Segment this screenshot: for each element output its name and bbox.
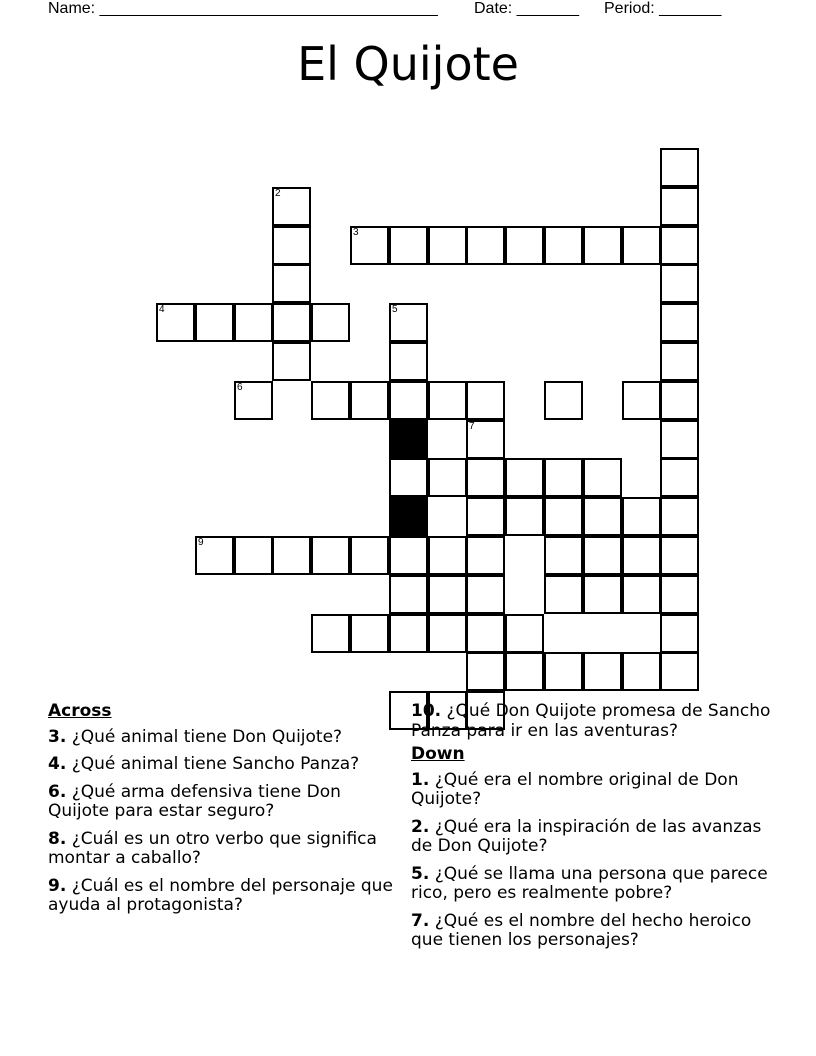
crossword-cell[interactable]	[583, 652, 622, 691]
crossword-cell[interactable]	[505, 458, 544, 497]
period-field[interactable]: Period: _______	[604, 0, 722, 17]
crossword-cell[interactable]	[156, 303, 195, 342]
crossword-cell[interactable]	[544, 497, 583, 536]
crossword-cell[interactable]	[389, 614, 428, 653]
crossword-cell[interactable]	[428, 458, 467, 497]
name-field[interactable]: Name: ______________________________________	[48, 0, 438, 17]
crossword-cell[interactable]	[466, 536, 505, 575]
crossword-cell[interactable]	[311, 614, 350, 653]
crossword-cell[interactable]	[544, 575, 583, 614]
crossword-cell[interactable]	[428, 575, 467, 614]
crossword-cell[interactable]	[544, 458, 583, 497]
clue-number: 6.	[48, 781, 67, 802]
across-clue	[48, 728, 393, 748]
across-clue	[48, 877, 393, 916]
crossword-cell[interactable]	[660, 342, 699, 381]
crossword-cell[interactable]	[234, 303, 273, 342]
crossword-cell[interactable]	[583, 575, 622, 614]
down-clue	[411, 771, 771, 810]
crossword-cell[interactable]	[466, 497, 505, 536]
crossword-cell[interactable]	[660, 226, 699, 265]
crossword-cell[interactable]	[350, 536, 389, 575]
crossword-cell[interactable]	[311, 381, 350, 420]
crossword-cell[interactable]	[272, 536, 311, 575]
across-clue	[48, 783, 393, 822]
clue-text: ¿Qué arma defensiva tiene Don Quijote para estar seguro?	[48, 781, 341, 821]
clue-number-label: 6	[237, 382, 243, 393]
crossword-cell[interactable]	[583, 536, 622, 575]
crossword-black-cell	[389, 497, 428, 536]
crossword-cell[interactable]	[660, 148, 699, 187]
crossword-cell[interactable]	[389, 342, 428, 381]
crossword-cell[interactable]	[389, 381, 428, 420]
clue-number: 3.	[48, 726, 67, 747]
down-clue	[411, 865, 771, 904]
page-title: El Quijote	[297, 37, 519, 91]
crossword-cell[interactable]	[660, 187, 699, 226]
clue-text: ¿Qué Don Quijote promesa de Sancho Panza para ir en las aventuras?	[411, 701, 771, 741]
crossword-cell[interactable]	[544, 652, 583, 691]
crossword-cell[interactable]	[660, 652, 699, 691]
crossword-cell[interactable]	[622, 497, 661, 536]
crossword-cell[interactable]	[660, 614, 699, 653]
crossword-cell[interactable]	[389, 226, 428, 265]
crossword-black-cell	[389, 420, 428, 459]
crossword-cell[interactable]	[505, 226, 544, 265]
clue-number: 2.	[411, 816, 430, 837]
clue-number: 4.	[48, 754, 67, 774]
crossword-cell[interactable]	[660, 264, 699, 303]
crossword-cell[interactable]	[660, 575, 699, 614]
crossword-cell[interactable]	[544, 226, 583, 265]
crossword-cell[interactable]	[311, 303, 350, 342]
clue-text: ¿Qué se llama una persona que parece rico, pero es realmente pobre?	[411, 863, 768, 903]
crossword-cell[interactable]	[272, 264, 311, 303]
clue-number: 7.	[411, 910, 430, 931]
clue-number-label: 7	[469, 421, 475, 432]
crossword-cell[interactable]	[466, 575, 505, 614]
crossword-cell[interactable]	[660, 420, 699, 459]
clue-number: 10.	[411, 701, 442, 721]
crossword-cell[interactable]	[350, 226, 389, 265]
crossword-cell[interactable]	[195, 303, 234, 342]
crossword-cell[interactable]	[466, 420, 505, 459]
crossword-cell[interactable]	[389, 536, 428, 575]
crossword-cell[interactable]	[505, 497, 544, 536]
clue-text: ¿Qué era la inspiración de las avanzas de Don Quijote?	[411, 816, 762, 856]
crossword-cell[interactable]	[466, 652, 505, 691]
crossword-cell[interactable]	[583, 497, 622, 536]
crossword-cell[interactable]	[660, 458, 699, 497]
clue-number-label: 4	[159, 304, 165, 315]
crossword-cell[interactable]	[505, 652, 544, 691]
crossword-cell[interactable]	[350, 614, 389, 653]
crossword-cell[interactable]	[466, 458, 505, 497]
crossword-cell[interactable]	[428, 614, 467, 653]
crossword-cell[interactable]	[428, 381, 467, 420]
clue-text: ¿Qué era el nombre original de Don Quijote?	[411, 769, 739, 809]
crossword-cell[interactable]	[622, 226, 661, 265]
crossword-cell[interactable]	[311, 536, 350, 575]
crossword-cell[interactable]	[660, 303, 699, 342]
clue-number-label: 3	[353, 227, 359, 238]
down-heading: Down	[411, 744, 465, 764]
crossword-cell[interactable]	[622, 536, 661, 575]
clue-number-label: 9	[198, 537, 204, 548]
clue-number-label: 2	[275, 188, 281, 199]
crossword-cell[interactable]	[466, 226, 505, 265]
crossword-cell[interactable]	[660, 536, 699, 575]
crossword-cell[interactable]	[389, 575, 428, 614]
crossword-cell[interactable]	[660, 497, 699, 536]
crossword-cell[interactable]	[544, 381, 583, 420]
clue-number-label: 5	[392, 304, 398, 315]
crossword-cell[interactable]	[389, 458, 428, 497]
across-clue	[411, 702, 771, 741]
clues-column-left	[48, 702, 393, 924]
crossword-cell[interactable]	[428, 226, 467, 265]
crossword-cell[interactable]	[272, 303, 311, 342]
across-clue	[48, 830, 393, 869]
down-clue	[411, 912, 771, 951]
down-clue	[411, 818, 771, 857]
clue-text: ¿Qué es el nombre del hecho heroico que tienen los personajes?	[411, 910, 752, 950]
clue-text: ¿Cuál es un otro verbo que significa montar a caballo?	[48, 828, 377, 868]
clue-text: ¿Qué animal tiene Don Quijote?	[71, 726, 343, 747]
clues-column-right	[411, 702, 771, 959]
crossword-cell[interactable]	[583, 458, 622, 497]
crossword-cell[interactable]	[466, 381, 505, 420]
across-heading: Across	[48, 701, 112, 721]
clue-number: 1.	[411, 769, 430, 790]
crossword-cell[interactable]	[234, 536, 273, 575]
clue-number: 8.	[48, 828, 67, 849]
crossword-cell[interactable]	[622, 381, 661, 420]
crossword-cell[interactable]	[622, 575, 661, 614]
crossword-cell[interactable]	[660, 381, 699, 420]
crossword-cell[interactable]	[272, 226, 311, 265]
crossword-cell[interactable]	[544, 536, 583, 575]
crossword-cell[interactable]	[350, 381, 389, 420]
across-clue	[48, 755, 393, 775]
crossword-cell[interactable]	[428, 536, 467, 575]
crossword-cell[interactable]	[234, 381, 273, 420]
crossword-cell[interactable]	[583, 226, 622, 265]
clue-number: 9.	[48, 875, 67, 896]
crossword-cell[interactable]	[272, 342, 311, 381]
date-field[interactable]: Date: _______	[474, 0, 579, 17]
clue-number: 5.	[411, 863, 430, 884]
crossword-cell[interactable]	[389, 303, 428, 342]
crossword-cell[interactable]	[505, 614, 544, 653]
clue-text: ¿Qué animal tiene Sancho Panza?	[71, 754, 360, 774]
crossword-cell[interactable]	[466, 614, 505, 653]
crossword-cell[interactable]	[622, 652, 661, 691]
crossword-cell[interactable]	[272, 187, 311, 226]
clue-text: ¿Cuál es el nombre del personaje que ayuda al protagonista?	[48, 875, 393, 915]
crossword-cell[interactable]	[195, 536, 234, 575]
